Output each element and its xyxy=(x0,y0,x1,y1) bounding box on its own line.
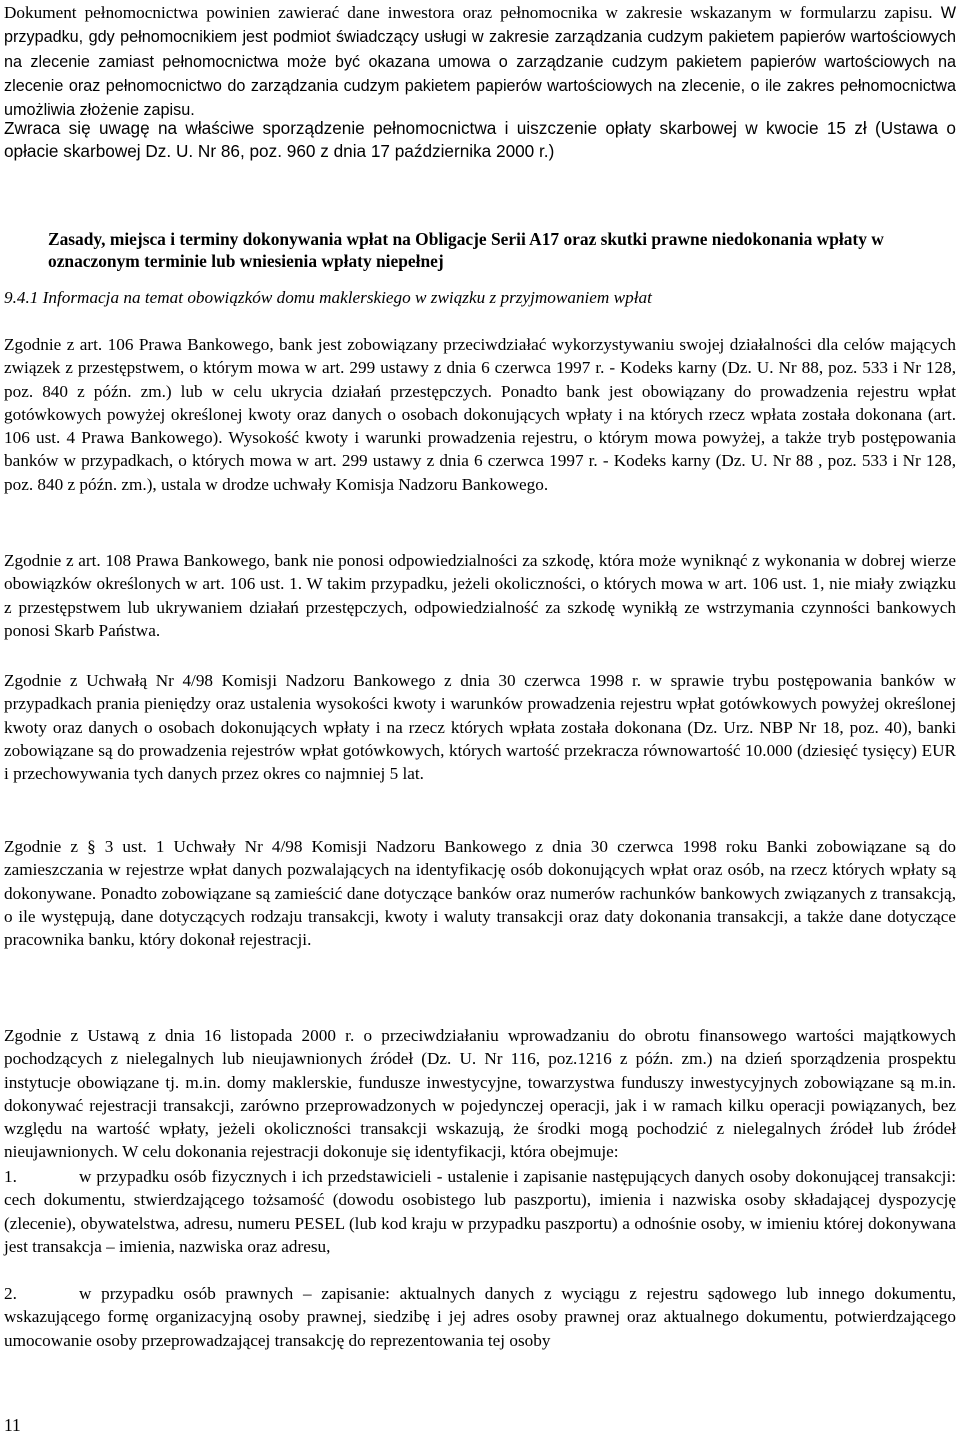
paragraph-art-106: Zgodnie z art. 106 Prawa Bankowego, bank jest zobowiązany przeciwdziałać wykorzystywaniu swojej działalności dla celów mających związek z przestępstwem, o którym mowa w art. 299 ustawy z dnia 6 czerwca 1997 r. - Kodeks karny (Dz. U. Nr 88, poz. 533 i Nr 128, poz. 840 z późn. zm.) lub w celu ukrycia działań przestępczych. Ponadto bank jest obowiązany do prowadzenia rejestru wpłat gotówkowych powyżej określonej kwoty oraz danych o osobach dokonujących wpłaty i na których rzecz wpłata została dokonana (art. 106 ust. 4 Prawa Bankowego). Wysokość kwoty i warunki prowadzenia rejestru, o którym mowa powyżej, a także tryb postępowania banków w przypadkach, o których mowa w art. 299 ustawy z dnia 6 czerwca 1997 r. - Kodeks karny (Dz. U. Nr 88 , poz. 533 i Nr 128, poz. 840 z późn. zm.), ustala w drodze uchwały Komisja Nadzoru Bankowego. xyxy=(4,335,956,494)
list-item xyxy=(4,1165,956,1258)
list-item-text: w przypadku osób prawnych – zapisanie: aktualnych danych z wyciągu z rejestru sądowego lub innego dokumentu, wskazującego formę organizacyjną osoby prawnej, siedzibę i jej adres osoby prawnej oraz aktualnego dokumentu, potwierdzającego umocowanie osoby przeprowadzającej transakcję do reprezentowania tej osoby xyxy=(4,1284,956,1350)
list-item-text: w przypadku osób fizycznych i ich przedstawicieli - ustalenie i zapisanie następujących danych osoby dokonującej transakcji: cech dokumentu, stwierdzającego tożsamość (dowodu osobistego lub paszportu), imienia i nazwiska osoby składającej dyspozycję (zlecenie), obywatelstwa, adresu, numeru PESEL (lub kod kraju w przypadku paszportu) a odnośnie osoby, w imieniu której dokonywana jest transakcja – imienia, nazwiska oraz adresu, xyxy=(4,1167,956,1256)
paragraph-art-108: Zgodnie z art. 108 Prawa Bankowego, bank nie ponosi odpowiedzialności za szkodę, która może wyniknąć z wykonania w dobrej wierze obowiązków określonych w art. 106 ust. 1. W takim przypadku, jeżeli okoliczności, o których mowa w art. 106 ust. 1, nie miały związku z przestępstwem lub ukrywaniem działań przestępczych, odpowiedzialność za szkodę wynikłą ze wstrzymania czynności bankowych ponosi Skarb Państwa. xyxy=(4,551,956,640)
section-number xyxy=(4,228,48,250)
section-title: Zasady, miejsca i terminy dokonywania wpłat na Obligacje Serii A17 oraz skutki prawne niedokonania wpłaty w oznaczonym terminie lub wniesienia wpłaty niepełnej xyxy=(48,229,884,271)
paragraph-uchwala-4-98: Zgodnie z Uchwałą Nr 4/98 Komisji Nadzoru Bankowego z dnia 30 czerwca 1998 r. w sprawie trybu postępowania banków w przypadkach prania pieniędzy oraz ustalenia wysokości kwoty i warunków prowadzenia rejestru wpłat gotówkowych powyżej określonej kwoty oraz danych o osobach dokonujących wpłaty i na rzecz których wpłata została dokonana (Dz. Urz. NBP Nr 18, poz. 40), banki zobowiązane są do prowadzenia rejestrów wpłat gotówkowych, których wartość przekracza równowartość 10.000 (dziesięć tysięcy) EUR i przechowywania tych danych przez okres co najmniej 5 lat. xyxy=(4,671,956,784)
subsection-heading xyxy=(4,287,956,309)
intro-text-serif: Dokument pełnomocnictwa powinien zawierać dane inwestora oraz pełnomocnika w zakresie wskazanym w formularzu zapisu. xyxy=(4,3,933,22)
subsection-number: 9.4.1 xyxy=(4,288,39,307)
subsection-title: Informacja na temat obowiązków domu maklerskiego w związku z przyjmowaniem wpłat xyxy=(42,288,652,307)
intro-paragraph-2: Zwraca się uwagę na właściwe sporządzenie pełnomocnictwa i uiszczenie opłaty skarbowej w kwocie 15 zł (Ustawa o opłacie skarbowej Dz. U. Nr 86, poz. 960 z dnia 17 października 2000 r.) xyxy=(4,118,956,162)
page-number: 11 xyxy=(4,1415,21,1435)
intro-text-sans: W przypadku, gdy pełnomocnikiem jest podmiot świadczący usługi w zakresie zarządzania cudzym pakietem papierów wartościowych na zlecenie zamiast pełnomocnictwa może być okazana umowa o zarządzanie cudzym pakietem papierów wartościowych na zlecenie oraz pełnomocnictwo do zarządzania cudzym pakietem papierów wartościowych na zlecenie, o ile zakres pełnomocnictwa umożliwia złożenie zapisu. xyxy=(4,4,956,120)
list-item xyxy=(4,1282,956,1352)
paragraph-ustawa-2000: Zgodnie z Ustawą z dnia 16 listopada 2000 r. o przeciwdziałaniu wprowadzaniu do obrotu finansowego wartości majątkowych pochodzących z nielegalnych lub nieujawnionych źródeł (Dz. U. Nr 116, poz.1216 z późn. zm.) na dzień sporządzenia prospektu instytucje obowiązane tj. m.in. domy maklerskie, fundusze inwestycyjne, towarzystwa funduszy inwestycyjnych zobowiązane są m.in. dokonywać rejestracji transakcji, zarówno przeprowadzonych w pojedynczej operacji, jak i w ramach kilku operacji powiązanych, bez względu na wartość wpłaty, jeżeli okoliczności transakcji wskazują, że środki mogą pochodzić z nielegalnych źródeł lub źródeł nieujawnionych. W celu dokonania rejestracji dokonuje się identyfikacji, która obejmuje: xyxy=(4,1026,956,1162)
list-item-number: 1. xyxy=(4,1167,17,1186)
section-heading xyxy=(4,228,956,272)
paragraph-par-3: Zgodnie z § 3 ust. 1 Uchwały Nr 4/98 Komisji Nadzoru Bankowego z dnia 30 czerwca 1998 roku Banki zobowiązane są do zamieszczania w rejestrze wpłat danych pozwalających na identyfikację osób dokonujących wpłat oraz osób, na rzecz których wpłaty są dokonywane. Ponadto zobowiązane są zamieścić dane dotyczące banków oraz numerów rachunków bankowych związanych z transakcją, o ile występują, dane dotyczących rodzaju transakcji, kwoty i waluty transakcji oraz daty dokonania transakcji, a także dane dotyczące pracownika banku, który dokonał rejestracji. xyxy=(4,837,956,950)
intro-paragraph-1 xyxy=(4,1,956,122)
list-item-number: 2. xyxy=(4,1284,17,1303)
